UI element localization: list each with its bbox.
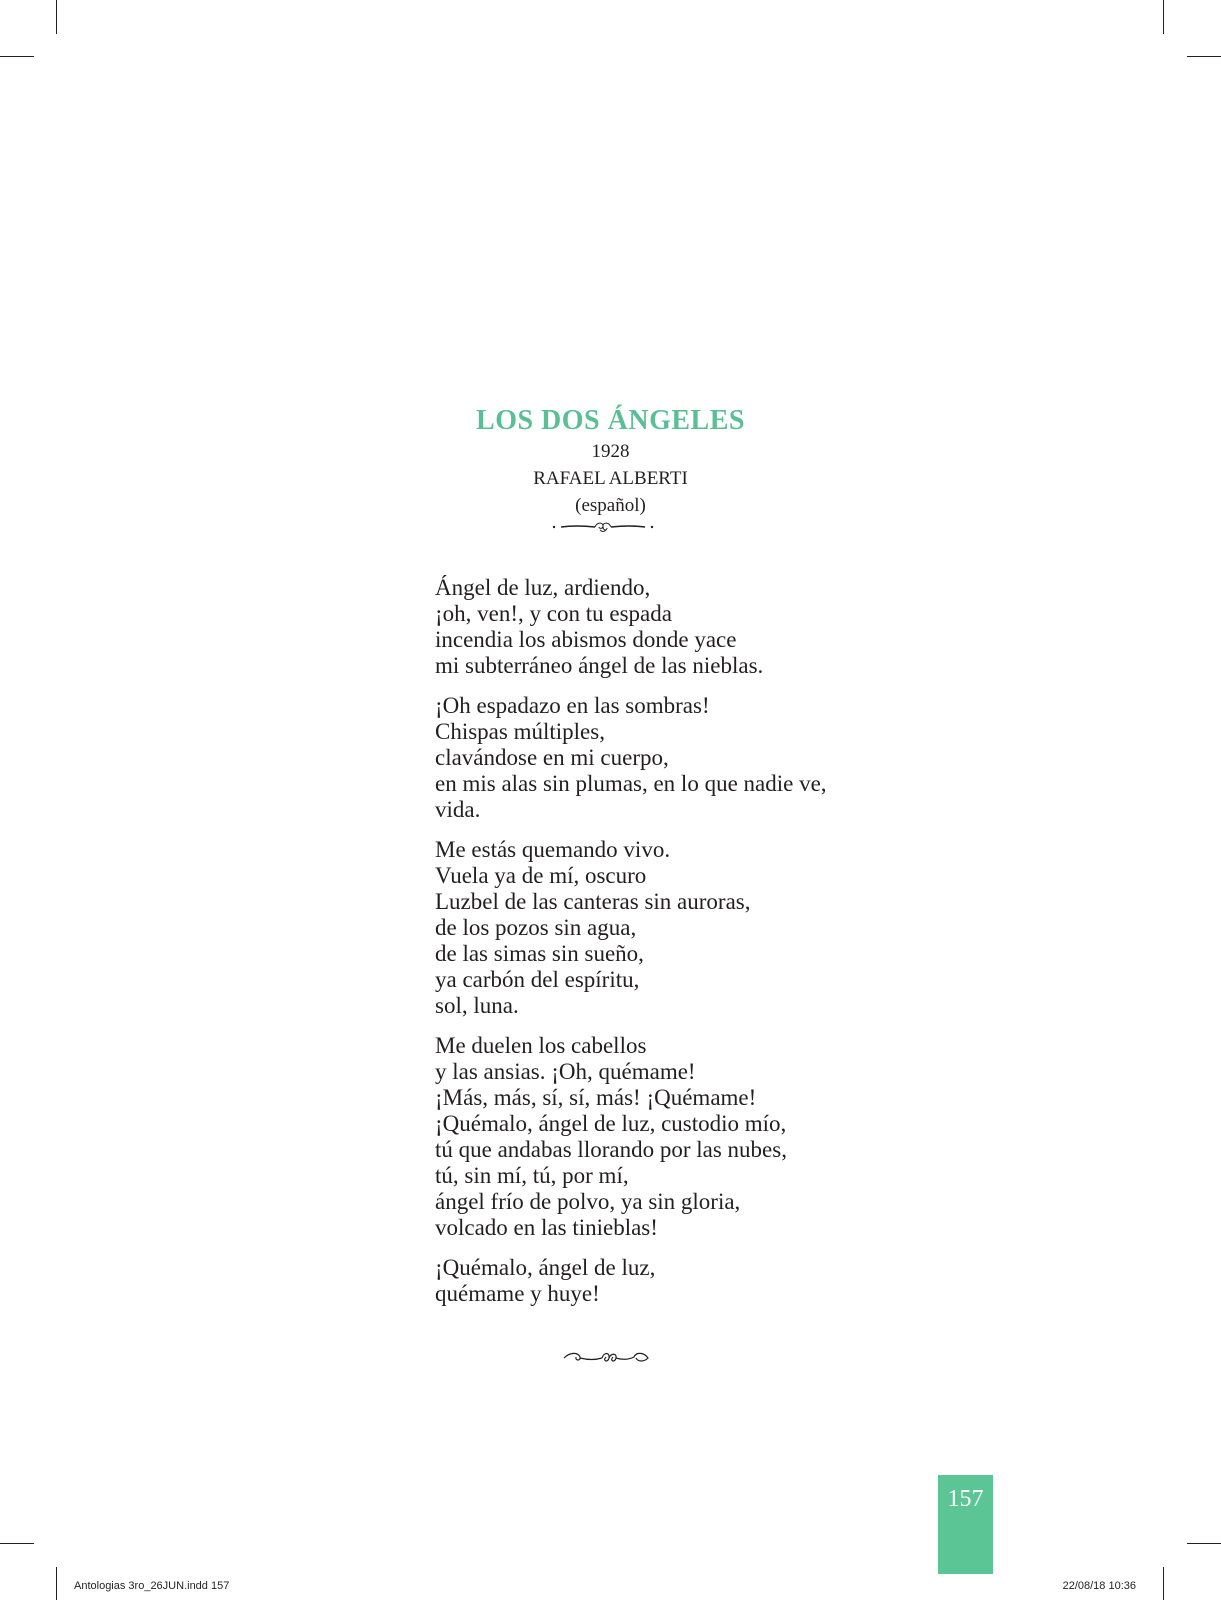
poem-stanza — [435, 575, 955, 679]
poem-line: vida. — [435, 797, 481, 822]
poem-line: tú que andabas llorando por las nubes, — [435, 1137, 787, 1162]
poem-line: de las simas sin sueño, — [435, 941, 644, 966]
poem-line: Me duelen los cabellos — [435, 1033, 647, 1058]
page-number: 157 — [947, 1486, 984, 1512]
poem-line: incendia los abismos donde yace — [435, 627, 737, 652]
poem-line: ¡Quémalo, ángel de luz, — [435, 1255, 656, 1280]
poem-line: Ángel de luz, ardiendo, — [435, 575, 651, 600]
poem-line: ¡Oh espadazo en las sombras! — [435, 693, 710, 718]
poem-line: y las ansias. ¡Oh, quémame! — [435, 1059, 696, 1084]
poem-line: ángel frío de polvo, ya sin gloria, — [435, 1189, 741, 1214]
crop-mark — [56, 1567, 57, 1600]
page-number-tab — [938, 1475, 993, 1574]
crop-mark — [1163, 0, 1164, 34]
poem-stanza — [435, 1033, 955, 1241]
crop-mark — [1187, 56, 1221, 57]
poem-line: sol, luna. — [435, 993, 519, 1018]
poem-line: en mis alas sin plumas, en lo que nadie ve, — [435, 771, 827, 796]
poem-line: Vuela ya de mí, oscuro — [435, 863, 647, 888]
ornament-divider-top — [551, 520, 655, 534]
slug-date-time: 22/08/18 10:36 — [1062, 1580, 1136, 1592]
poem-stanza — [435, 1255, 955, 1307]
poem-line: Me estás quemando vivo. — [435, 837, 671, 862]
crop-mark — [0, 1543, 34, 1544]
poem-stanza — [435, 693, 955, 823]
crop-mark — [1187, 1543, 1221, 1544]
poem-body — [435, 575, 955, 1321]
crop-mark — [1163, 1567, 1164, 1600]
poem-line: quémame y huye! — [435, 1281, 600, 1306]
poem-stanza — [435, 837, 955, 1019]
poem-header — [0, 404, 1221, 519]
poem-line: volcado en las tinieblas! — [435, 1215, 658, 1240]
ornament-divider-bottom — [562, 1349, 650, 1367]
poem-year: 1928 — [591, 441, 630, 462]
poem-line: Luzbel de las canteras sin auroras, — [435, 889, 751, 914]
poem-title: LOS DOS ÁNGELES — [476, 405, 745, 436]
poem-line: ¡Quémalo, ángel de luz, custodio mío, — [435, 1111, 787, 1136]
poem-line: ya carbón del espíritu, — [435, 967, 640, 992]
crop-mark — [0, 56, 34, 57]
poem-line: tú, sin mí, tú, por mí, — [435, 1163, 629, 1188]
poem-line: de los pozos sin agua, — [435, 915, 637, 940]
poem-line: mi subterráneo ángel de las nieblas. — [435, 653, 764, 678]
poem-line: ¡Más, más, sí, sí, más! ¡Quémame! — [435, 1085, 757, 1110]
crop-mark — [56, 0, 57, 34]
slug-file-info: Antologias 3ro_26JUN.indd 157 — [74, 1580, 230, 1592]
poem-language: (español) — [575, 495, 646, 516]
poem-line: clavándose en mi cuerpo, — [435, 745, 669, 770]
poem-line: ¡oh, ven!, y con tu espada — [435, 601, 672, 626]
poem-author: RAFAEL ALBERTI — [533, 468, 688, 489]
poem-line: Chispas múltiples, — [435, 719, 605, 744]
